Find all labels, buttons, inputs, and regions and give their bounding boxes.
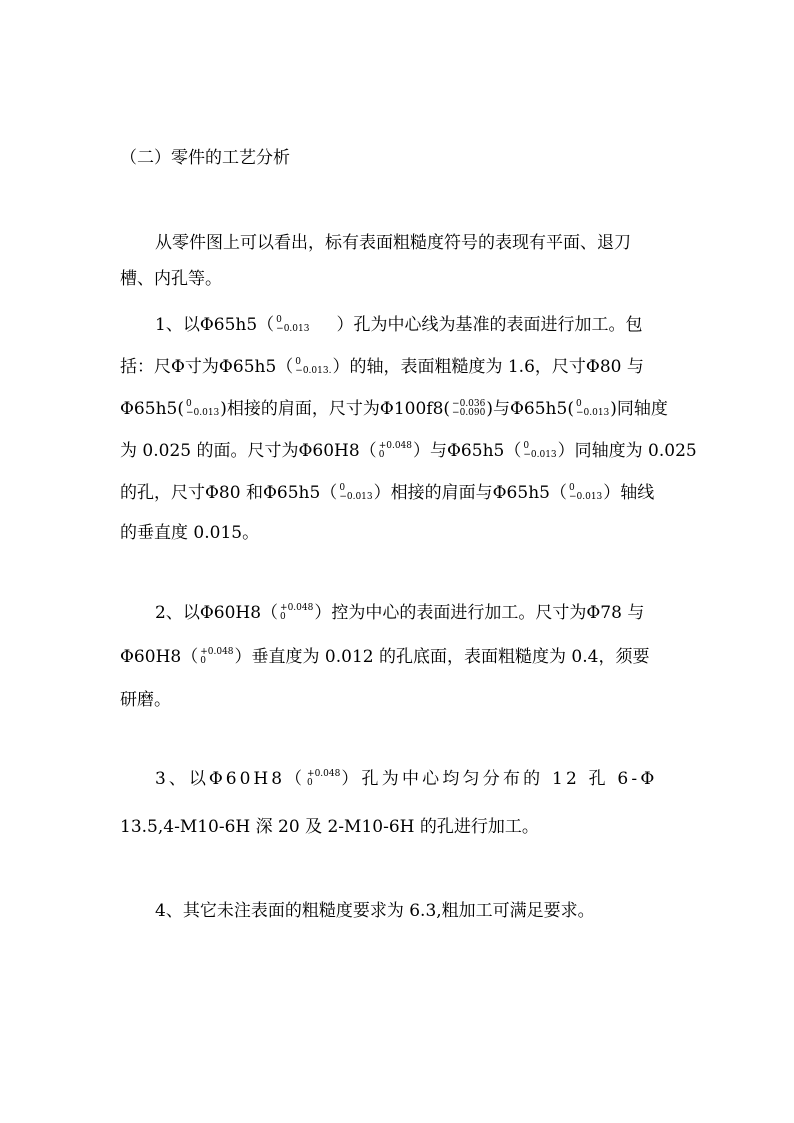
tolerance	[575, 400, 609, 418]
intro-line-2: 槽、内孔等。	[120, 269, 222, 289]
text-segment: )相接的肩面，尺寸为Φ100f8(	[220, 399, 451, 419]
tolerance	[294, 358, 331, 376]
tolerance-upper: 0	[185, 398, 192, 409]
tolerance	[279, 604, 313, 622]
tolerance-upper: +0.048	[307, 768, 341, 779]
text-segment: ）轴线	[603, 483, 655, 503]
tolerance	[185, 400, 219, 418]
text-segment: ）与Φ65h5（	[413, 441, 522, 461]
text-segment: 1、以Φ65h5（	[155, 315, 275, 335]
tolerance-upper: 0	[295, 356, 302, 367]
text-segment: 为 0.025 的面。尺寸为Φ60H8（	[120, 441, 377, 461]
tolerance-upper: 0	[339, 482, 346, 493]
tolerance-lower: −0.013	[185, 407, 220, 418]
tolerance-lower: −0.013.	[295, 365, 332, 376]
item1-line-6: 的垂直度 0.015。	[120, 523, 260, 543]
text-segment: ）相接的肩面与Φ65h5（	[373, 483, 567, 503]
tolerance-upper: 0	[575, 398, 582, 409]
item3-line-1	[155, 764, 715, 794]
item3-line-2: 13.5,4-M10-6H 深 20 及 2-M10-6H 的孔进行加工。	[120, 817, 539, 837]
item2-line-2	[120, 642, 680, 672]
tolerance-lower: 0	[307, 777, 313, 788]
tolerance-lower: 0	[280, 611, 286, 622]
tolerance	[568, 484, 602, 502]
tolerance-lower: −0.090	[452, 407, 486, 418]
text-segment: ）同轴度为 0.025	[557, 441, 697, 461]
text-segment: 2、以Φ60H8（	[155, 603, 279, 623]
item1-line-4	[120, 436, 697, 466]
tolerance	[451, 400, 485, 418]
tolerance-lower: −0.013	[523, 449, 557, 460]
text-segment: 括：尺Φ寸为Φ65h5（	[120, 357, 294, 377]
text-segment: ）垂直度为 0.012 的孔底面，表面粗糙度为 0.4，须要	[234, 647, 650, 667]
tolerance-upper: −0.036	[452, 398, 486, 409]
tolerance	[522, 442, 556, 460]
text-segment: Φ65h5(	[120, 399, 184, 419]
tolerance	[338, 484, 372, 502]
tolerance-upper: +0.048	[280, 602, 314, 613]
tolerance	[378, 442, 412, 460]
text-segment: 3、以Φ60H8（	[155, 769, 306, 789]
tolerance-upper: 0	[523, 440, 530, 451]
tolerance-lower: −0.013	[568, 491, 603, 502]
text-segment: ）孔为中心线为基准的表面进行加工。包	[336, 315, 643, 335]
item2-line-1	[155, 598, 715, 628]
intro-line-1: 从零件图上可以看出，标有表面粗糙度符号的表现有平面、退刀	[155, 233, 631, 253]
tolerance-upper: 0	[568, 482, 575, 493]
tolerance	[306, 770, 340, 788]
tolerance-lower: 0	[378, 449, 385, 460]
text-segment: ）的轴，表面粗糙度为 1.6，尺寸Φ80 与	[332, 357, 644, 377]
item1-line-2	[120, 352, 680, 382]
section-heading: （二）零件的工艺分析	[120, 148, 290, 168]
tolerance-lower: 0	[200, 655, 206, 666]
text-segment: Φ60H8（	[120, 647, 199, 667]
item1-line-3	[120, 394, 680, 424]
tolerance	[199, 648, 233, 666]
tolerance-upper: +0.048	[378, 440, 412, 451]
text-segment: 的孔，尺寸Φ80 和Φ65h5（	[120, 483, 338, 503]
tolerance-lower: −0.013	[339, 491, 373, 502]
item1-line-1	[155, 310, 715, 340]
text-segment: )与Φ65h5(	[486, 399, 574, 419]
item4-line-1: 4、其它未注表面的粗糙度要求为 6.3,粗加工可满足要求。	[155, 901, 595, 921]
text-segment: )同轴度	[610, 399, 668, 419]
tolerance-lower: −0.013	[575, 407, 610, 418]
item2-line-3: 研磨。	[120, 690, 171, 710]
tolerance-lower: −0.013	[276, 323, 310, 334]
text-segment: ）控为中心的表面进行加工。尺寸为Φ78 与	[314, 603, 645, 623]
text-segment: ）孔为中心均匀分布的 12 孔 6-Φ	[341, 769, 658, 789]
tolerance-upper: 0	[276, 314, 282, 325]
tolerance-upper: +0.048	[200, 646, 234, 657]
tolerance	[275, 316, 309, 334]
item1-line-5	[120, 478, 680, 508]
